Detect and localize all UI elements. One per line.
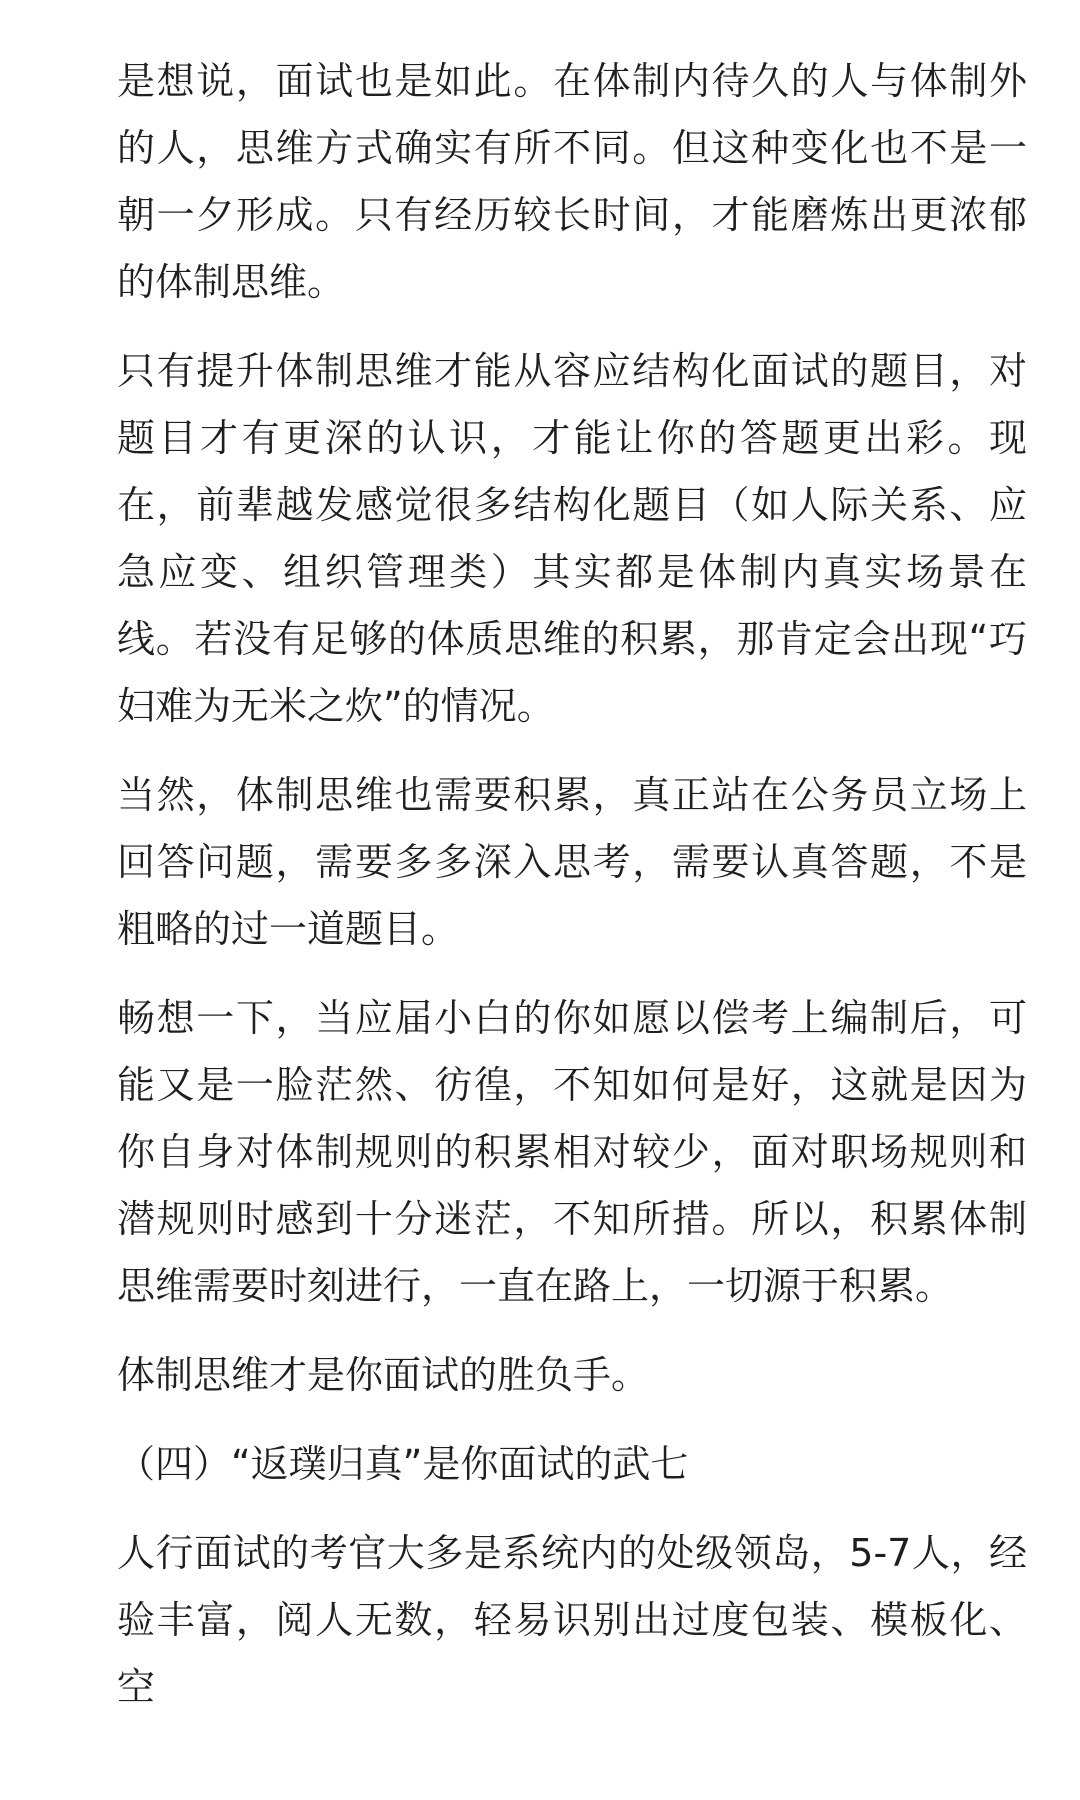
paragraph-2: 只有提升体制思维才能从容应结构化面试的题目，对题目才有更深的认识，才能让你的答题更出彩。现在，前辈越发感觉很多结构化题目（如人际关系、应急应变、组织管理类）其实都是体制内真实场景在线。若没有足够的体质思维的积累，那肯定会出现“巧妇难为无米之炊”的情况。 <box>117 349 1027 728</box>
paragraph-4: 畅想一下，当应届小白的你如愿以偿考上编制后，可能又是一脸茫然、彷徨，不知如何是好，这就是因为你自身对体制规则的积累相对较少，面对职场规则和潜规则时感到十分迷茫，不知所措。所以，积累体制思维需要时刻进行，一直在路上，一切源于积累。 <box>117 996 1027 1308</box>
paragraph-7: 人行面试的考官大多是系统内的处级领岛，5-7人，经验丰富，阅人无数，轻易识别出过度包装、模板化、空 <box>117 1531 1027 1709</box>
paragraph-3: 当然，体制思维也需要积累，真正站在公务员立场上回答问题，需要多多深入思考，需要认真答题，不是粗略的过一道题目。 <box>117 773 1027 951</box>
section-heading: （四）“返璞归真”是你面试的武七 <box>117 1442 689 1486</box>
paragraph-5: 体制思维才是你面试的胜负手。 <box>117 1353 650 1397</box>
article-body <box>117 48 1027 1743</box>
paragraph-1: 是想说，面试也是如此。在体制内待久的人与体制外的人，思维方式确实有所不同。但这种变化也不是一朝一夕形成。只有经历较长时间，才能磨炼出更浓郁的体制思维。 <box>117 59 1027 304</box>
